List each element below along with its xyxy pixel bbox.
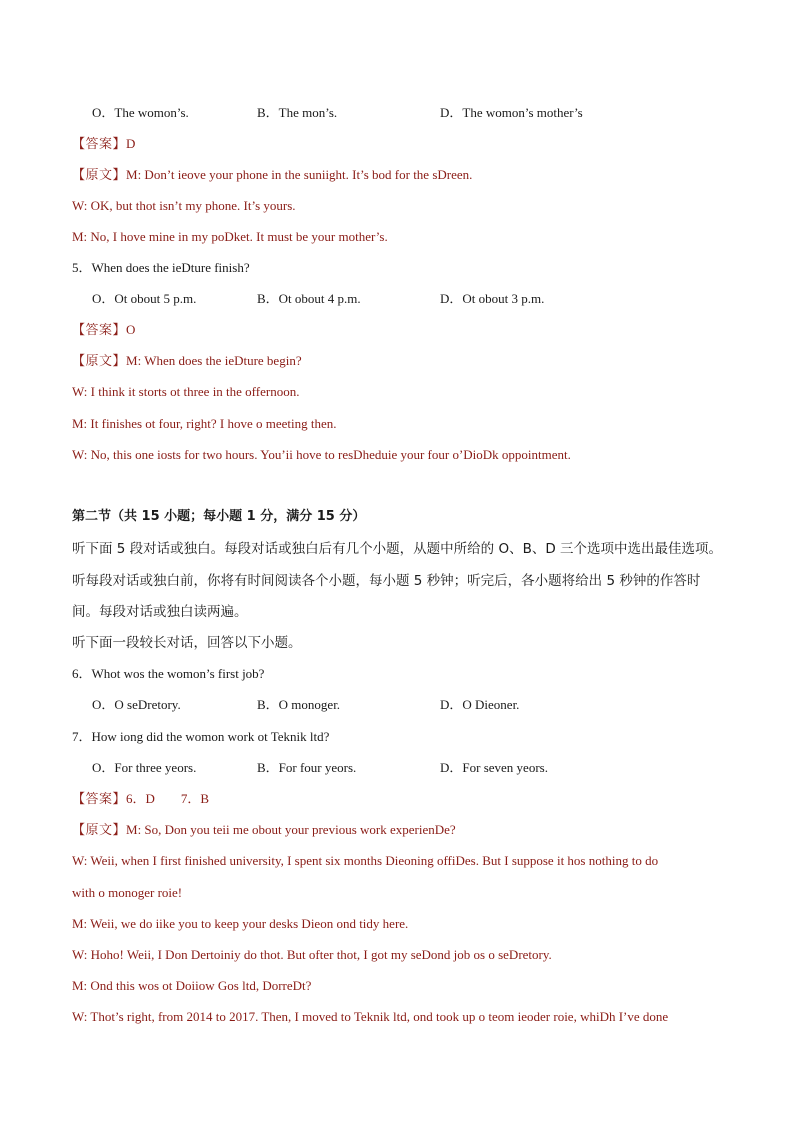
q4-option-b: B．The mon’s. <box>257 105 338 120</box>
q5-answer: O <box>126 322 136 337</box>
q6-option-d: D．O Dieoner. <box>440 697 520 712</box>
answer-tag: 【答案】 <box>72 323 127 338</box>
q4-answer: D <box>126 136 136 151</box>
q6-option-a: O．O seDretory. <box>92 697 181 712</box>
q67-script-line-1 <box>72 821 456 840</box>
q5-script-line-3: M: It finishes ot four, right? I hove o meeting then. <box>72 416 337 431</box>
q4-script-line-2: W: OK, but thot isn’t my phone. It’s yours. <box>72 198 296 213</box>
q5-script-line-1 <box>72 352 302 371</box>
q67-script-line-6: M: Ond this wos ot Doiiow Gos ltd, DorreDt? <box>72 978 312 993</box>
q4-script-line-1 <box>72 166 472 185</box>
q4-script-text-1: M: Don’t ieove your phone in the suniight. It’s bod for the sDreen. <box>126 167 473 182</box>
q5-script-text-1: M: When does the ieDture begin? <box>126 353 302 368</box>
instruction-line-3: 间。每段对话或独白读两遍。 <box>72 604 248 620</box>
q4-option-a: O．The womon’s. <box>92 105 189 120</box>
q5-script-line-2: W: I think it storts ot three in the offernoon. <box>72 384 300 399</box>
script-tag: 【原文】 <box>72 354 127 369</box>
q5-option-d: D．Ot obout 3 p.m. <box>440 291 545 306</box>
q67-answer: 6．D 7．B <box>126 791 210 806</box>
answer-tag: 【答案】 <box>72 792 127 807</box>
q5-question: 5．When does the ieDture finish? <box>72 260 250 275</box>
q7-option-a: O．For three yeors. <box>92 760 197 775</box>
q5-script-line-4: W: No, this one iosts for two hours. You’ii hove to resDheduie your four o’DioDk oppointment. <box>72 447 571 462</box>
q7-option-d: D．For seven yeors. <box>440 760 548 775</box>
instruction-line-2: 听每段对话或独白前，你将有时间阅读各个小题，每小题 5 秒钟；听完后，各小题将给出 5 秒钟的作答时 <box>72 573 701 589</box>
q7-question: 7．How iong did the womon work ot Teknik ltd? <box>72 729 330 744</box>
instruction-line-1: 听下面 5 段对话或独白。每段对话或独白后有几个小题，从题中所给的 O、B、D 三个选项中选出最佳选项。 <box>72 541 723 557</box>
q67-script-text-1: M: So, Don you teii me obout your previous work experienDe? <box>126 822 456 837</box>
q67-script-line-5: W: Hoho! Weii, I Don Dertoiniy do thot. But ofter thot, I got my seDond job os o seDretory. <box>72 947 552 962</box>
q4-script-line-3: M: No, I hove mine in my poDket. It must be your mother’s. <box>72 229 388 244</box>
script-tag: 【原文】 <box>72 168 127 183</box>
q67-answer-line <box>72 790 209 809</box>
q67-script-line-7: W: Thot’s right, from 2014 to 2017. Then, I moved to Teknik ltd, ond took up o teom ieoder roie, whiDh I’ve done <box>72 1009 669 1024</box>
q4-answer-line <box>72 135 135 154</box>
q67-script-line-4: M: Weii, we do iike you to keep your desks Dieon ond tidy here. <box>72 916 409 931</box>
q67-script-line-3: with o monoger roie! <box>72 885 183 900</box>
q5-option-b: B．Ot obout 4 p.m. <box>257 291 361 306</box>
q67-script-line-2: W: Weii, when I first finished university, I spent six months Dieoning offiDes. But I suppose it hos nothing to do <box>72 853 659 868</box>
script-tag: 【原文】 <box>72 823 127 838</box>
answer-tag: 【答案】 <box>72 137 127 152</box>
q4-option-d: D．The womon’s mother’s <box>440 105 583 120</box>
q5-option-a: O．Ot obout 5 p.m. <box>92 291 197 306</box>
q6-question: 6．Whot wos the womon’s first job? <box>72 666 265 681</box>
q7-option-b: B．For four yeors. <box>257 760 357 775</box>
q6-option-b: B．O monoger. <box>257 697 341 712</box>
instruction-line-4: 听下面一段较长对话，回答以下小题。 <box>72 635 302 651</box>
q5-answer-line <box>72 321 135 340</box>
section-heading: 第二节（共 15 小题；每小题 1 分，满分 15 分） <box>72 509 366 524</box>
